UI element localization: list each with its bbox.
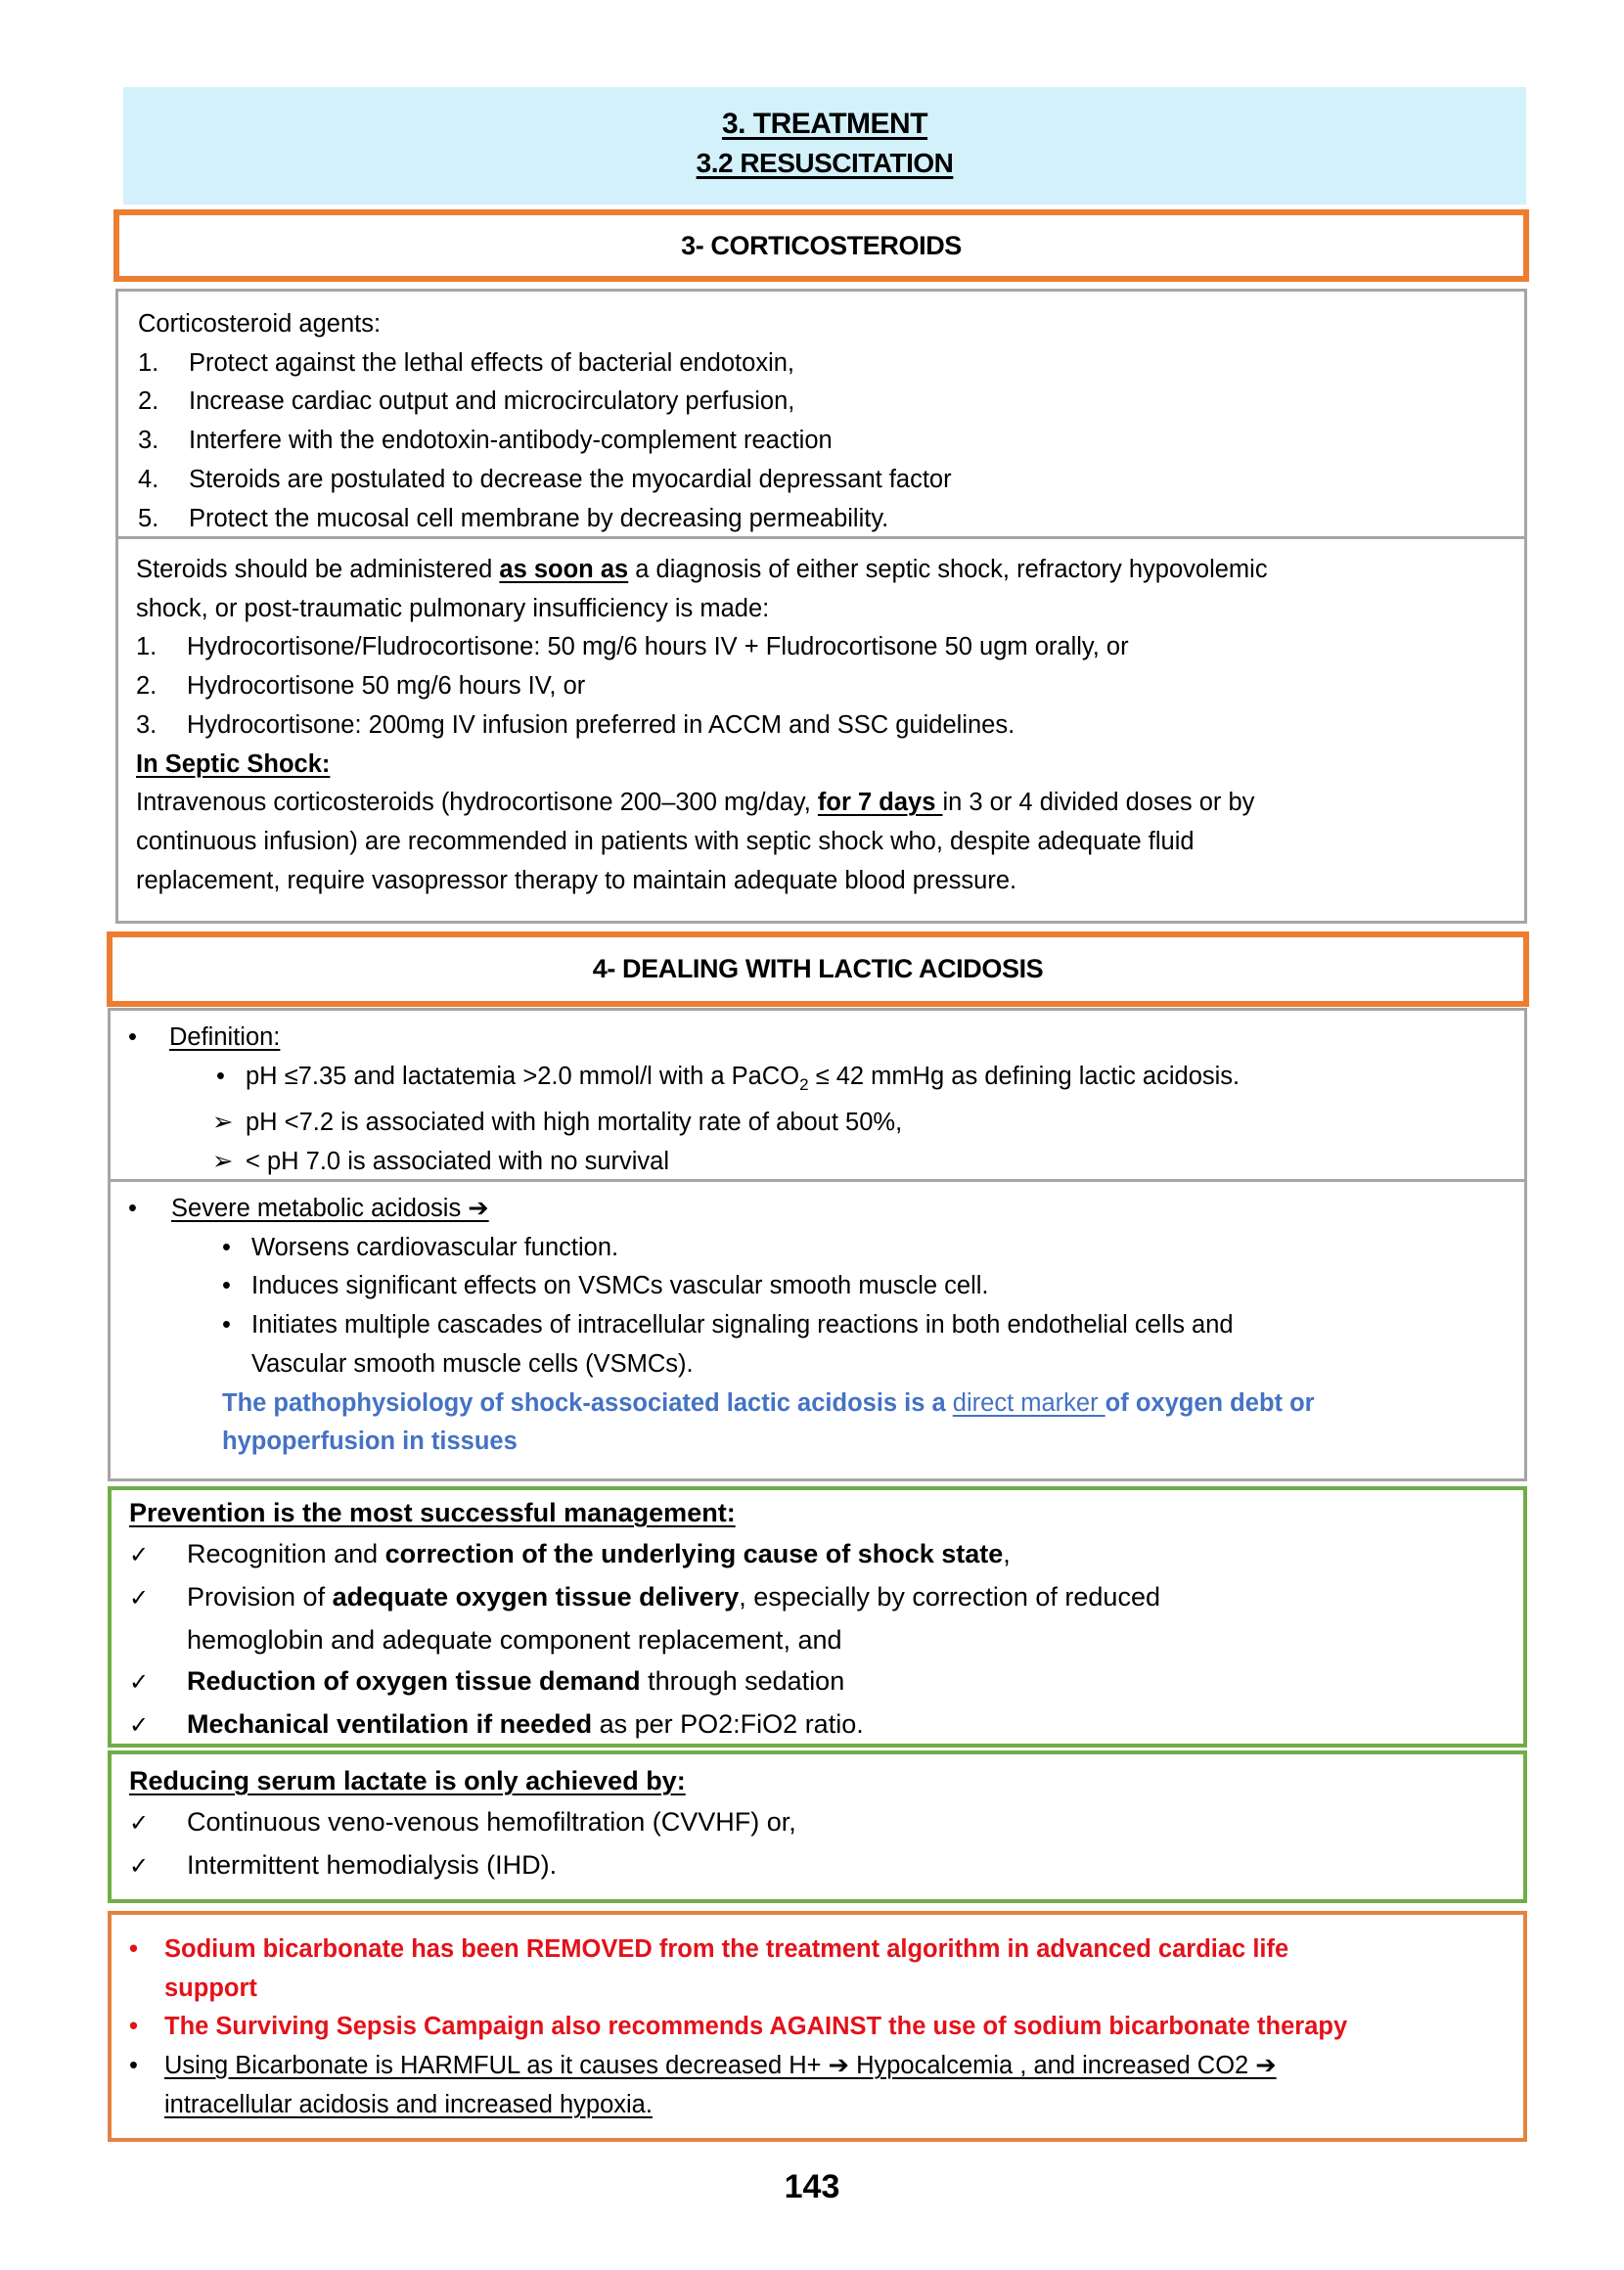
definition-label: Definition: bbox=[169, 1023, 281, 1051]
bullet-icon: • bbox=[222, 1272, 231, 1300]
severe-acidosis-label: Severe metabolic acidosis ➔ bbox=[171, 1195, 489, 1222]
reducing-lactate-heading: Reducing serum lactate is only achieved by: bbox=[129, 1766, 686, 1795]
bullet-icon: • bbox=[129, 2052, 138, 2080]
definition-text: • pH ≤7.35 and lactatemia >2.0 mmol/l with a PaCO$_2$ ≤ 42 mmHg as defining lactic acidosis. bbox=[128, 1058, 1524, 1105]
list-item: • The Surviving Sepsis Campaign also recommends AGAINST the use of sodium bicarbonate therapy bbox=[129, 2008, 1523, 2047]
check-icon: ✓ bbox=[129, 1853, 150, 1880]
bullet-icon: • bbox=[128, 1195, 137, 1222]
list-item: ✓ Mechanical ventilation if needed as per PO2:FiO2 ratio. bbox=[129, 1703, 1523, 1747]
list-item-continuation: intracellular acidosis and increased hypoxia. bbox=[164, 2090, 653, 2118]
septic-line-2: continuous infusion) are recommended in patients with septic shock who, despite adequate fluid bbox=[136, 827, 1195, 855]
check-icon: ✓ bbox=[129, 1542, 150, 1568]
as-soon-as-emphasis: as soon as bbox=[499, 556, 629, 583]
check-icon: ✓ bbox=[129, 1712, 150, 1739]
bullet-icon: • bbox=[128, 1023, 137, 1051]
pathophysiology-note: The pathophysiology of shock-associated lactic acidosis is a direct marker of oxygen debt or bbox=[222, 1388, 1315, 1417]
list-item: • Sodium bicarbonate has been REMOVED from the treatment algorithm in advanced cardiac life bbox=[129, 1930, 1523, 1970]
reducing-lactate-box bbox=[108, 1750, 1527, 1903]
steroid-administration-box bbox=[115, 536, 1527, 924]
list-item: ✓ Provision of adequate oxygen tissue delivery, especially by correction of reduced bbox=[129, 1576, 1523, 1619]
definition-box bbox=[108, 1008, 1527, 1182]
corticosteroids-title-box bbox=[113, 209, 1529, 282]
list-item: 2. Increase cardiac output and microcirculatory perfusion, bbox=[138, 387, 795, 416]
list-item: 1. Protect against the lethal effects of bacterial endotoxin, bbox=[138, 348, 794, 377]
chapter-title: 3. TREATMENT bbox=[721, 108, 928, 140]
list-item: 4. Steroids are postulated to decrease the myocardial depressant factor bbox=[138, 465, 952, 493]
check-icon: ✓ bbox=[129, 1669, 150, 1696]
agents-intro: Corticosteroid agents: bbox=[138, 310, 382, 338]
check-icon: ✓ bbox=[129, 1585, 150, 1612]
list-item: ➢ < pH 7.0 is associated with no survival bbox=[128, 1143, 1524, 1182]
septic-shock-heading: In Septic Shock: bbox=[136, 749, 331, 778]
harmful-warning: Using Bicarbonate is HARMFUL as it causes decreased H+ ➔ Hypocalcemia , and increased CO2 ➔ bbox=[164, 2052, 1277, 2080]
direct-marker-emphasis: direct marker bbox=[952, 1388, 1105, 1417]
arrow-bullet-icon: ➢ bbox=[212, 1109, 234, 1137]
list-item: ✓ Reduction of oxygen tissue demand through sedation bbox=[129, 1660, 1523, 1703]
lactic-acidosis-title-box bbox=[107, 931, 1529, 1007]
septic-line-3: replacement, require vasopressor therapy to maintain adequate blood pressure. bbox=[136, 866, 1017, 894]
list-item: • Worsens cardiovascular function. bbox=[128, 1229, 1524, 1268]
lactic-acidosis-title: 4- DEALING WITH LACTIC ACIDOSIS bbox=[592, 954, 1044, 983]
septic-line-1: Intravenous corticosteroids (hydrocortisone 200–300 mg/day, for 7 days in 3 or 4 divided doses or by bbox=[136, 789, 1255, 817]
chapter-header bbox=[123, 87, 1526, 204]
list-item-continuation: support bbox=[164, 1974, 257, 2002]
seven-days-emphasis: for 7 days bbox=[817, 789, 943, 817]
prevention-heading: Prevention is the most successful management: bbox=[129, 1498, 736, 1527]
prevention-box bbox=[108, 1486, 1527, 1748]
administration-line-1: Steroids should be administered as soon as a diagnosis of either septic shock, refractory hypovolemic bbox=[136, 556, 1268, 583]
severe-acidosis-box bbox=[108, 1179, 1527, 1481]
list-item: • Induces significant effects on VSMCs vascular smooth muscle cell. bbox=[128, 1267, 1524, 1306]
bullet-icon: • bbox=[129, 1935, 138, 1963]
bullet-icon: • bbox=[222, 1233, 231, 1261]
administration-line-2: shock, or post-traumatic pulmonary insufficiency is made: bbox=[136, 594, 770, 622]
bullet-icon: • bbox=[216, 1062, 225, 1090]
bullet-icon: • bbox=[222, 1311, 231, 1339]
list-item-continuation: hemoglobin and adequate component replacement, and bbox=[187, 1625, 842, 1655]
list-item: 1. Hydrocortisone/Fludrocortisone: 50 mg/6 hours IV + Fludrocortisone 50 ugm orally, or bbox=[136, 633, 1129, 661]
list-item: 3. Hydrocortisone: 200mg IV infusion preferred in ACCM and SSC guidelines. bbox=[136, 710, 1015, 739]
list-item: ✓ Recognition and correction of the underlying cause of shock state, bbox=[129, 1533, 1523, 1576]
bicarbonate-warning-box bbox=[108, 1911, 1527, 2142]
list-item: 3. Interfere with the endotoxin-antibody-complement reaction bbox=[138, 427, 833, 455]
list-item-continuation: Vascular smooth muscle cells (VSMCs). bbox=[251, 1349, 694, 1378]
list-item: 5. Protect the mucosal cell membrane by decreasing permeability. bbox=[138, 504, 889, 532]
corticosteroids-title: 3- CORTICOSTEROIDS bbox=[681, 230, 962, 260]
list-item: ✓ Continuous veno-venous hemofiltration (CVVHF) or, bbox=[129, 1801, 1523, 1844]
page-number: 143 bbox=[784, 2168, 840, 2205]
section-title: 3.2 RESUSCITATION bbox=[696, 148, 954, 178]
list-item: ➢ pH <7.2 is associated with high mortality rate of about 50%, bbox=[128, 1104, 1524, 1143]
check-icon: ✓ bbox=[129, 1810, 150, 1837]
bullet-icon: • bbox=[129, 2013, 138, 2041]
list-item: • Initiates multiple cascades of intracellular signaling reactions in both endothelial cells and bbox=[128, 1306, 1524, 1345]
pathophysiology-note-line-2: hypoperfusion in tissues bbox=[222, 1428, 518, 1456]
arrow-bullet-icon: ➢ bbox=[212, 1148, 234, 1176]
corticosteroid-agents-box bbox=[115, 289, 1527, 539]
list-item bbox=[129, 2047, 1523, 2086]
list-item: ✓ Intermittent hemodialysis (IHD). bbox=[129, 1844, 1523, 1887]
list-item: 2. Hydrocortisone 50 mg/6 hours IV, or bbox=[136, 672, 586, 701]
